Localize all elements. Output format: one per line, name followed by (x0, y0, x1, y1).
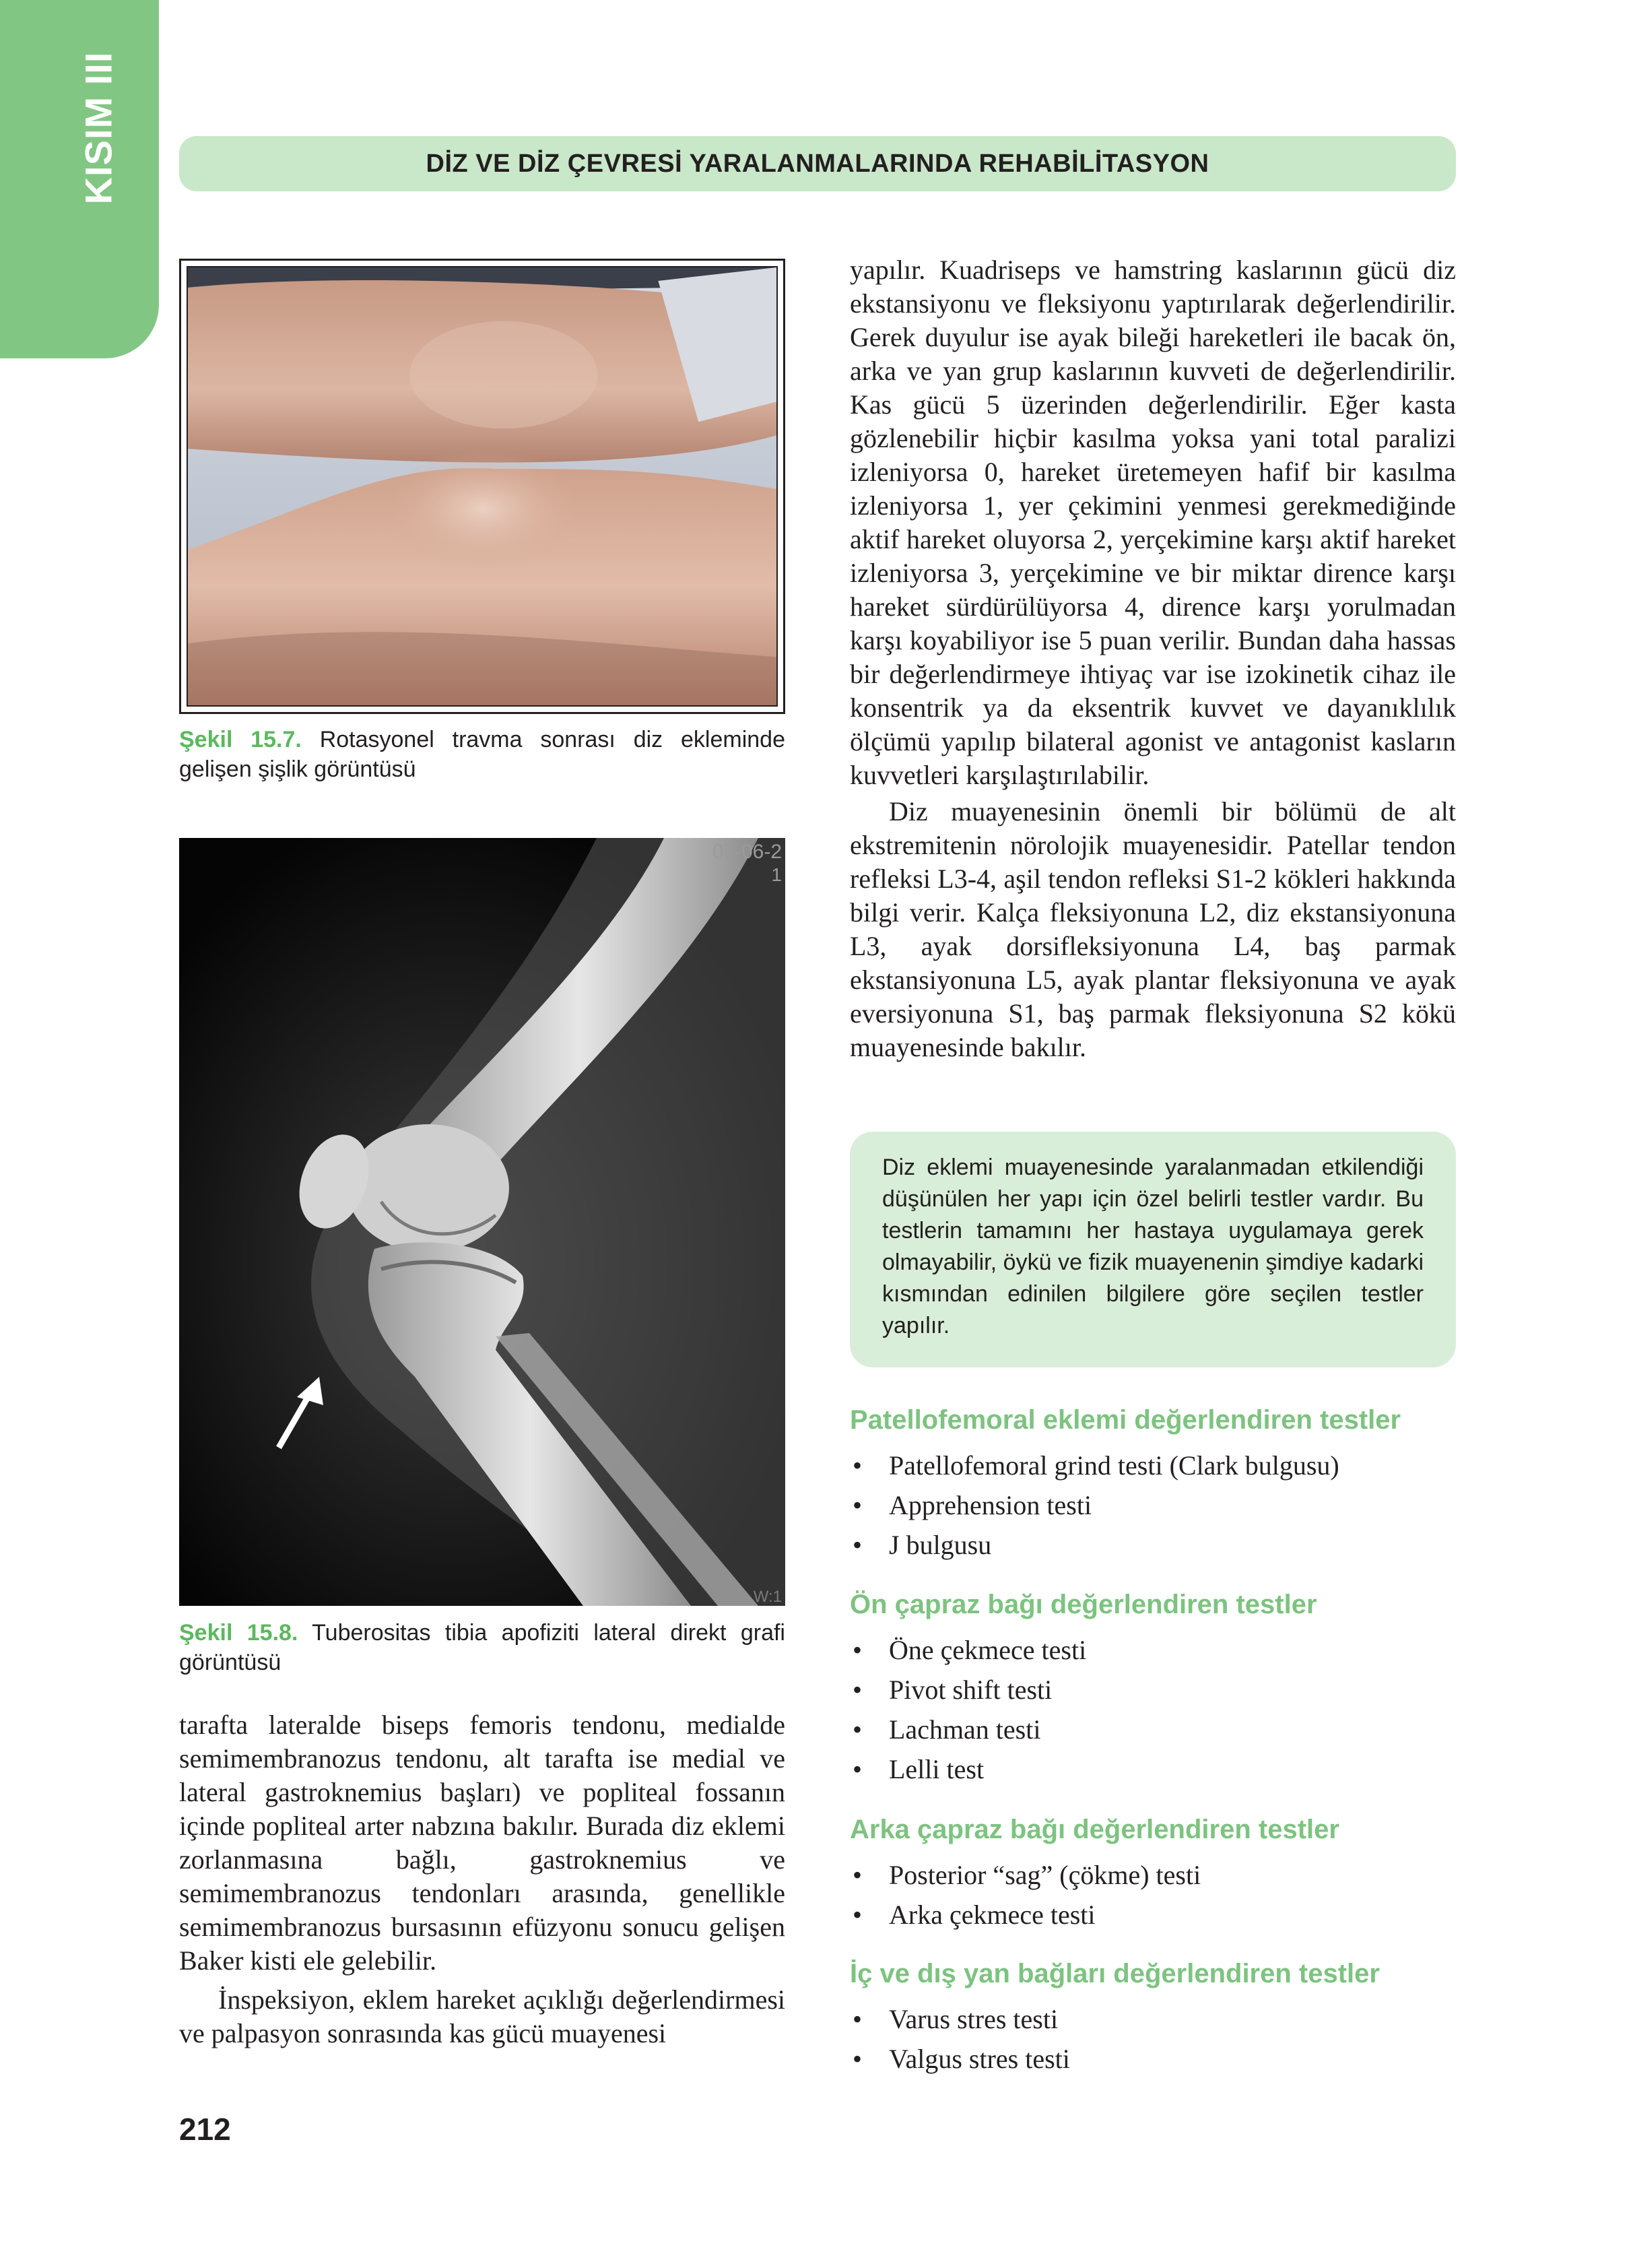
info-box-text: Diz eklemi muayenesinde yaralanmadan etkilendiği düşünülen her yapı için özel belirli testler vardır. Bu testlerin tamamını her hastaya uygulamaya gerek olmayabilir, öykü ve fizik muayenenin şimdiye kadarki kısmından edinilen bilgilere göre seçilen testler yapılır. (882, 1155, 1424, 1338)
info-box (850, 1132, 1456, 1367)
figure-label-15-8: Şekil 15.8. (179, 1620, 298, 1646)
right-column-text (850, 253, 1456, 1064)
test-list-pcl (850, 1855, 1456, 1935)
figure-caption-15-7 (179, 725, 785, 784)
figure-knee-xray (179, 838, 785, 1606)
test-heading-acl: Ön çapraz bağı değerlendiren testler (850, 1590, 1317, 1619)
knee-photo-illustration (188, 267, 776, 705)
test-list-patellofemoral (850, 1446, 1456, 1565)
list-item: • Valgus stres testi (853, 2044, 1070, 2074)
list-item: • Patellofemoral grind testi (Clark bulgusu) (853, 1450, 1339, 1481)
figure-caption-15-8 (179, 1618, 785, 1677)
body-paragraph: yapılır. Kuadriseps ve hamstring kaslarının gücü diz ekstansiyonu ve fleksiyonu yaptırılarak değerlendirilir. Gerek duyulur ise ayak bileği hareketleri ile bacak ön, arka ve yan grup kaslarının kuvveti de değerlendirilir. Kas gücü 5 üzerinden değerlendirilir. Eğer kasta gözlenebilir hiçbir kasılma yoksa yani total paralizi izleniyorsa 0, hareket üretemeyen hafif bir kasılma izleniyorsa 1, yer çekimini yenmesi gerekmediğinde aktif hareket oluyorsa 2, yerçekimine karşı aktif hareket izleniyorsa 3, yerçekimine ve bir miktar dirence karşı hareket sürdürülüyorsa 4, dirence karşı yorulmadan karşı koyabiliyor ise 5 puan verilir. Bundan daha hassas bir değerlendirmeye ihtiyaç var ise izokinetik cihaz ile konsentrik ya da eksentrik kuvvet ve dayanıklılık ölçümü yapılıp bilateral agonist ve antagonist kasların kuvvetleri karşılaştırılabilir. (850, 255, 1456, 790)
xray-corner-overlay: W:1 (753, 1588, 782, 1606)
left-column-text (179, 1708, 785, 2050)
list-item: • Lachman testi (853, 1714, 1041, 1745)
chapter-title: DİZ VE DİZ ÇEVRESİ YARALANMALARINDA REHABİLİTASYON (426, 149, 1209, 178)
body-paragraph: Diz muayenesinin önemli bir bölümü de alt ekstremitenin nörolojik muayenesidir. Patellar tendon refleksi L3-4, aşil tendon refleksi S1-2 kökleri hakkında bilgi verir. Kalça fleksiyonuna L2, diz ekstansiyonuna L3, ayak dorsifleksiyonuna L4, baş parmak ekstansiyonuna L5, ayak plantar fleksiyonuna ve ayak eversiyonuna S1, baş parmak fleksiyonuna S2 kökü muayenesinde bakılır. (850, 796, 1456, 1062)
figure-knee-swelling-photo (179, 259, 785, 714)
test-heading-pcl: Arka çapraz bağı değerlendiren testler (850, 1815, 1339, 1844)
test-list-collateral (850, 1999, 1456, 2079)
body-paragraph: tarafta lateralde biseps femoris tendonu, medialde semimembranozus tendonu, alt tarafta ise medial ve lateral gastroknemius başları) ve popliteal fossanın içinde popliteal arter nabzına bakılır. Burada diz eklemi zorlanmasına bağlı, gastroknemius ve semimembranozus tendonları arasında, genellikle semimembranozus bursasının efüzyonu sonucu gelişen Baker kisti ele gelebilir. (179, 1710, 785, 1976)
section-tab (0, 0, 159, 358)
section-tab-label: KISIM III (77, 51, 120, 205)
body-paragraph: İnspeksiyon, eklem hareket açıklığı değerlendirmesi ve palpasyon sonrasında kas gücü muayenesi (179, 1984, 785, 2048)
list-item: • Öne çekmece testi (853, 1635, 1087, 1665)
page-number: 212 (179, 2112, 231, 2147)
list-item: • Apprehension testi (853, 1490, 1092, 1520)
list-item: • J bulgusu (853, 1530, 992, 1560)
list-item: • Posterior “sag” (çökme) testi (853, 1860, 1201, 1890)
xray-overlay-sub: 1 (771, 864, 782, 885)
list-item: • Lelli test (853, 1754, 985, 1784)
test-heading-patellofemoral: Patellofemoral eklemi değerlendiren testler (850, 1405, 1401, 1435)
knee-xray-illustration (179, 838, 785, 1606)
test-list-acl (850, 1630, 1456, 1789)
running-header (179, 136, 1456, 191)
test-heading-collateral: İç ve dış yan bağları değerlendiren testler (850, 1959, 1380, 1988)
list-item: • Arka çekmece testi (853, 1900, 1096, 1930)
list-item: • Pivot shift testi (853, 1675, 1053, 1705)
list-item: • Varus stres testi (853, 2004, 1059, 2034)
figure-caption-text-15-8: Tuberositas tibia apofiziti lateral direkt grafi görüntüsü (179, 1620, 785, 1675)
figure-label-15-7: Şekil 15.7. (179, 727, 302, 752)
xray-date-overlay: 07-06-2 (712, 841, 782, 863)
figure-caption-text-15-7: Rotasyonel travma sonrası diz ekleminde gelişen şişlik görüntüsü (179, 727, 785, 782)
